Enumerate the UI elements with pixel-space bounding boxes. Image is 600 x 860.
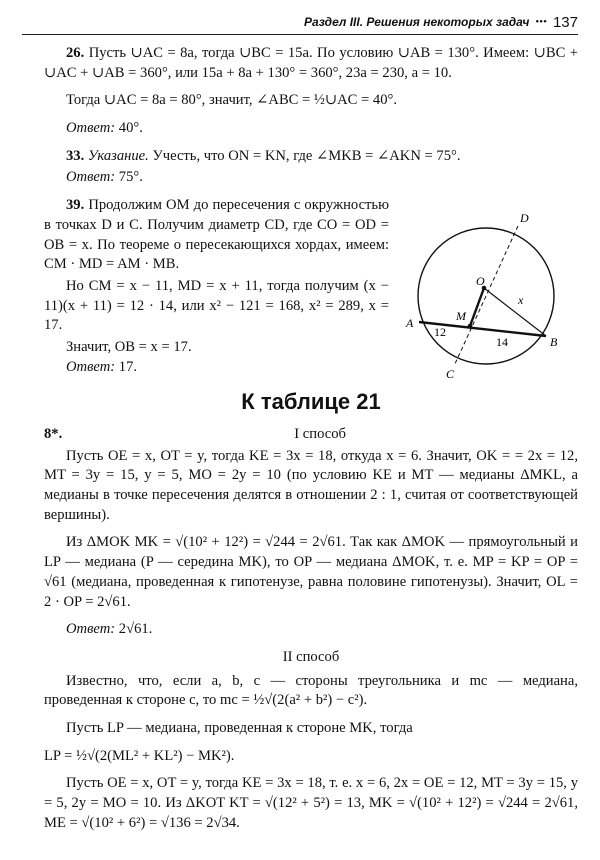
header-dots: ••• [535, 16, 547, 28]
page-number: 137 [552, 13, 578, 31]
answer-value: 2√61. [118, 621, 153, 638]
problem-8-number: 8*. [44, 426, 63, 442]
problem-8-head [44, 425, 578, 445]
hint-label: Указание. [87, 147, 149, 164]
problem-33-text [44, 147, 578, 167]
problem-8-p1: Пусть OE = x, OT = y, тогда KE = 3x = 18, откуда x = 6. Значит, OK = = 2x = 12, MT = 3y = 15, y = 5, MO = 2y = 10 (по условию KE и MT — медианы ΔMKL, а медианы в точке пересечения делятся в отношении 2 : 1, считая от соответствующей вершины). [44, 447, 578, 523]
answer-value: 75°. [118, 169, 143, 186]
problem-26-line2: Тогда ∪AC = 8a = 80°, значит, ∠ABC = ½∪AC = 40°. [66, 92, 397, 109]
segment-ob [484, 288, 546, 336]
problem-26-answer [44, 119, 578, 139]
problem-33-number: 33. [66, 147, 85, 164]
problem-39-p3: Значит, OB = x = 17. [66, 338, 192, 355]
figure-svg [398, 210, 568, 380]
problem-8-answer [44, 620, 578, 640]
section-title: К таблице 21 [241, 389, 381, 415]
problem-39-p1-text: Продолжим OM до пересечения с окружностью в точках D и C. Получим диаметр CD, где CO = OD = OB = x. По теореме о пересекающихся хордах, имеем: CM · MD = AM · MB. [44, 197, 389, 273]
label-x: x [518, 293, 524, 307]
circle [418, 228, 554, 364]
label-d: D [520, 211, 529, 225]
method-2-title: II способ [282, 648, 340, 665]
median-formula: LP = ½√(2(ML² + KL²) − MK²). [44, 747, 235, 764]
segment-om [470, 288, 484, 326]
label-o: O [476, 274, 485, 288]
problem-39-answer [44, 358, 389, 378]
page-body [44, 44, 578, 841]
problem-26-number: 26. [66, 45, 85, 61]
problem-26-text [44, 44, 578, 83]
answer-label: Ответ: [66, 169, 116, 186]
answer-label: Ответ: [66, 621, 116, 638]
diameter-cd [454, 226, 518, 366]
answer-label: Ответ: [66, 120, 116, 137]
problem-8-p3: Известно, что, если a, b, c — стороны треугольника и mc — медиана, проведенная к стороне c, то mc = ½√(2(a² + b²) − c²). [44, 672, 578, 709]
answer-value: 40°. [118, 120, 143, 137]
label-c: C [446, 367, 455, 380]
problem-8-p4: Пусть LP — медиана, проведенная к стороне MK, тогда [66, 719, 413, 736]
label-m: M [456, 309, 466, 323]
point-m [468, 324, 473, 329]
running-header [22, 10, 578, 35]
problem-8-p2: Из ΔMOK MK = √(10² + 12²) = √244 = 2√61. Так как ΔMOK — прямоугольный и LP — медиана (P — середина MK), то OP — медиана ΔMOK, т. е. MP = KP = OP = √61 (медиана, проведенная к гипотенузе, равна половине гипотенузы). Значит, OL = 2 · OP = 2√61. [44, 534, 578, 610]
label-mb: 14 [496, 335, 508, 349]
answer-value: 17. [118, 358, 138, 375]
label-a: A [406, 316, 414, 330]
problem-39-p2: Но CM = x − 11, MD = x + 11, тогда получим (x − 11)(x + 11) = 12 · 14, или x² − 121 = 168, x² = 289, x = 17. [44, 277, 389, 334]
answer-label: Ответ: [66, 358, 116, 375]
problem-33-answer [44, 168, 578, 188]
circle-chords-figure [398, 210, 568, 380]
problem-39-block [44, 196, 389, 377]
label-am: 12 [434, 325, 446, 339]
problem-39-p1 [44, 196, 389, 275]
label-b: B [550, 335, 558, 349]
problem-33-hint: Учесть, что ON = KN, где ∠MKB = ∠AKN = 75°. [152, 147, 461, 164]
problem-8-p5: Пусть OE = x, OT = y, тогда KE = 3x = 18, т. е. x = 6, 2x = OE = 12, MT = 3y = 15, y = 5, 2y = MO = 10. Из ΔKOT KT = √(12² + 5²) = 13, MK = √(10² + 12²) = √244 = 2√61, ME = √(10² + 6²) = √136 = 2√34. [44, 775, 578, 831]
problem-26-line1: Пусть ∪AC = 8a, тогда ∪BC = 15a. По условию ∪AB = 130°. Имеем: ∪BC + ∪AC + ∪AB = 360°, или 15a + 8a + 130° = 360°, 23a = 230, a = 10. [44, 45, 578, 81]
problem-39-number: 39. [66, 197, 85, 214]
method-1-title: I способ [294, 426, 346, 442]
running-title: Раздел III. Решения некоторых задач [304, 15, 530, 29]
